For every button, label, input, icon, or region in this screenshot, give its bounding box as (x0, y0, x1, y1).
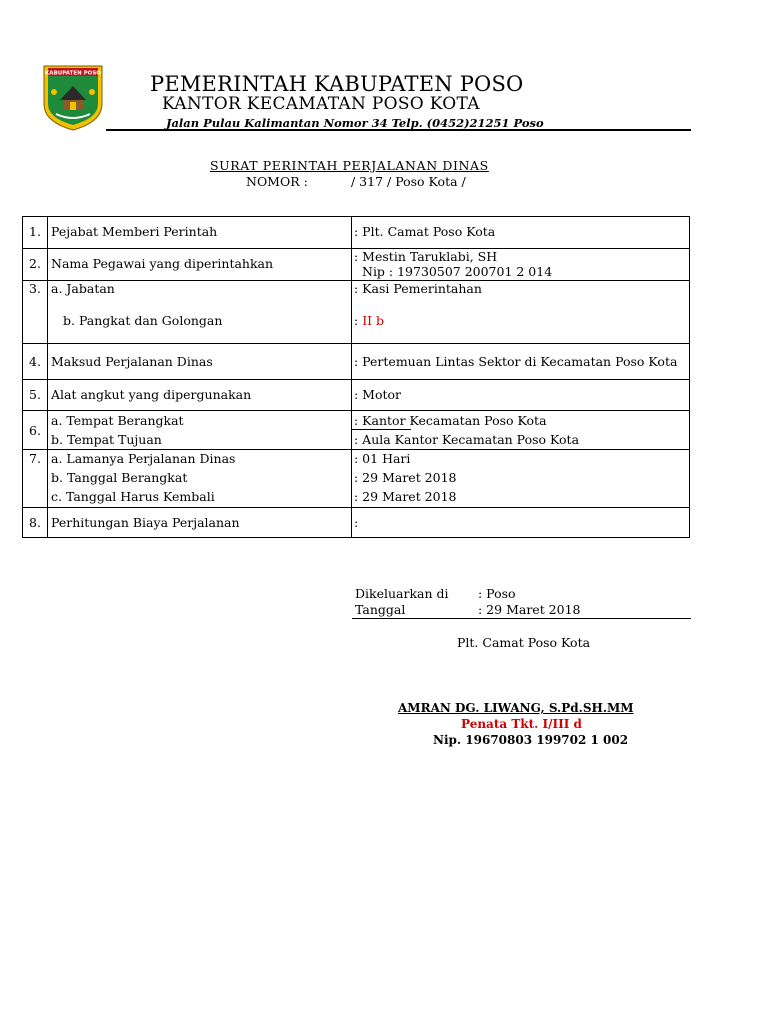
issued-rule (352, 618, 691, 619)
row-divider (23, 379, 689, 380)
government-name: PEMERINTAH KABUPATEN POSO (150, 72, 524, 96)
row-number: 7. (29, 451, 41, 466)
row-label: Maksud Perjalanan Dinas (51, 354, 213, 369)
row-value: : Motor (354, 387, 402, 402)
row-number: 4. (29, 354, 41, 369)
row-value: : Kasi Pemerintahan (354, 281, 482, 296)
row-value: : Kantor Kecamatan Poso Kota (354, 413, 547, 428)
signatory-position: Plt. Camat Poso Kota (457, 635, 591, 650)
document-title: SURAT PERINTAH PERJALANAN DINAS (210, 158, 489, 173)
row-label: a. Lamanya Perjalanan Dinas (51, 451, 236, 466)
header-rule (106, 129, 691, 131)
row-label: Alat angkut yang dipergunakan (51, 387, 252, 402)
golongan-value: II b (362, 313, 385, 328)
emblem-banner-text: KABUPATEN POSO (45, 70, 101, 77)
row-divider (23, 343, 689, 344)
row-value-secondary: : Aula Kantor Kecamatan Poso Kota (354, 432, 580, 447)
row-label-secondary: b. Tempat Tujuan (51, 432, 162, 447)
row-value-tertiary: : 29 Maret 2018 (354, 489, 457, 504)
row-divider (23, 410, 689, 411)
row-label: Perhitungan Biaya Perjalanan (51, 515, 240, 530)
order-table (22, 216, 690, 538)
row-value: : 01 Hari (354, 451, 411, 466)
row-label-tertiary: c. Tanggal Harus Kembali (51, 489, 215, 504)
issued-date-label: Tanggal (355, 602, 406, 617)
office-address: Jalan Pulau Kalimantan Nomor 34 Telp. (0452)21251 Poso (166, 116, 544, 130)
signatory-nip: Nip. 19670803 199702 1 002 (433, 733, 629, 747)
row-value: : Mestin Taruklabi, SH (354, 249, 498, 264)
row-number: 8. (29, 515, 41, 530)
row-label-secondary: b. Pangkat dan Golongan (63, 313, 223, 328)
issued-place-label: Dikeluarkan di (355, 586, 449, 601)
row-label: Pejabat Memberi Perintah (51, 224, 218, 239)
nomor-value: / 317 / Poso Kota / (351, 174, 466, 189)
issued-place-value: : Poso (478, 586, 516, 601)
row-number: 6. (29, 423, 41, 438)
row-number: 3. (29, 281, 41, 296)
row-value: : Pertemuan Lintas Sektor di Kecamatan Poso Kota (354, 354, 678, 369)
row-value-nip: Nip : 19730507 200701 2 014 (362, 264, 553, 279)
row-number: 1. (29, 224, 41, 239)
cell-underline (351, 429, 411, 430)
row-value-secondary: : II b (354, 313, 385, 328)
column-divider (47, 217, 48, 537)
column-divider (351, 217, 352, 537)
nomor-label: NOMOR : (246, 174, 308, 189)
row-number: 2. (29, 256, 41, 271)
row-label-secondary: b. Tanggal Berangkat (51, 470, 188, 485)
issued-date-value: : 29 Maret 2018 (478, 602, 581, 617)
row-value: : (354, 515, 359, 530)
signatory-name: AMRAN DG. LIWANG, S.Pd.SH.MM (398, 701, 634, 715)
row-value-secondary: : 29 Maret 2018 (354, 470, 457, 485)
row-label: Nama Pegawai yang diperintahkan (51, 256, 274, 271)
signatory-rank: Penata Tkt. I/III d (461, 717, 582, 731)
row-divider (23, 449, 689, 450)
kabupaten-poso-emblem (40, 62, 106, 132)
row-label: a. Tempat Berangkat (51, 413, 184, 428)
row-divider (23, 507, 689, 508)
office-name: KANTOR KECAMATAN POSO KOTA (162, 94, 480, 114)
row-label: a. Jabatan (51, 281, 115, 296)
row-number: 5. (29, 387, 41, 402)
row-value: : Plt. Camat Poso Kota (354, 224, 496, 239)
